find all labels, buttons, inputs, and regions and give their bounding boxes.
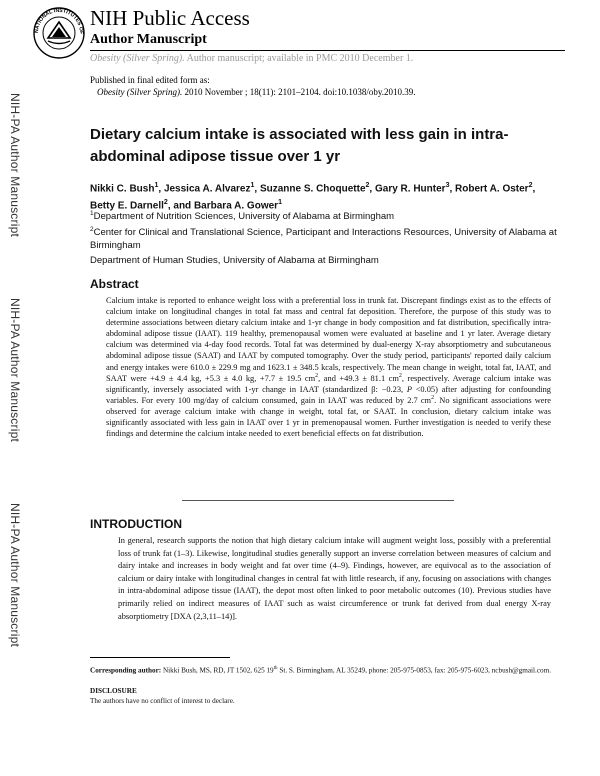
author-name: Barbara A. Gower — [193, 200, 279, 212]
corresponding-author-note: Corresponding author: Nikki Bush, MS, RD, JT 1502, 625 19th St. S. Birmingham, AL 35249, phone: 205-975-0853, fax: 205-975-6023, ncbush@gmail.com. — [90, 666, 552, 675]
abstract-body: Calcium intake is reported to enhance weight loss with a preferential loss in trunk fat. Discrepant findings exist as to the effects of calcium intake on longitudinal changes in total fat mass and central fat deposition. Therefore, the purpose of this study was to determine associations between dietary calcium intake and 1-yr change in body composition and fat distribution, specifically intra-abdominal adipose tissue (IAAT). 119 healthy, premenopausal women were evaluated at baseline and 1 yr later. Average dietary calcium was determined via 4-day food records. Total fat was determined by dual-energy X-ray absorptiometry and subcutaneous abdominal adipose tissue (SAAT) and IAAT by computed tomography. Over the study period, participants' reported daily calcium and energy intakes were 610.0 ± 229.9 mg and 1623.1 ± 348.5 kcals, respectively. The mean change in weight, total fat, IAAT, and SAAT were +4.9 ± 4.4 kg, +5.3 ± 4.0 kg, +7.7 ± 19.5 $cm^2$, and +49.3 ± 81.1 $cm^2$, respectively. Average calcium intake was significantly, inversely associated with 1-yr change in IAAT (standardized β: −0.23, P <0.05) after adjusting for confounding variables. For every 100 mg/day of calcium consumed, gain in IAAT was reduced by 2.7 $cm^2$. No significant associations were observed for average calcium intake with change in weight, total fat, or SAAT. In conclusion, dietary calcium intake was significantly associated with less gain in IAAT over 1 yr in premenopausal women. Further investigation is needed to verify these findings and determine the calcium intake needed to exert beneficial effects on fat distribution. — [106, 296, 551, 439]
disclosure-heading: DISCLOSURE — [90, 687, 137, 695]
note-journal: Obesity (Silver Spring). — [90, 53, 185, 64]
author-name: Nikki C. Bush — [90, 183, 155, 195]
author-name: Robert A. Oster — [455, 183, 529, 195]
author-name: Suzanne S. Choquette — [259, 183, 366, 195]
abstract-divider — [182, 500, 454, 501]
availability-note — [90, 53, 413, 64]
affiliation-2: $^2$Center for Clinical and Translational Science, Participant and Interactions Resources, University of Alabama at Birmingham — [90, 226, 557, 252]
citation-details: 2010 November ; 18(11): 2101–2104. doi:10.1038/oby.2010.39. — [182, 87, 416, 97]
nih-seal-logo — [32, 6, 86, 60]
sidebar-watermark-2: NIH-PA Author Manuscript — [8, 298, 22, 442]
author-list: Nikki C. Bush$^1$, Jessica A. Alvarez$^1$, Suzanne S. Choquette$^2$, Gary R. Hunter$^3$, Robert A. Oster$^2$, Betty E. Darnell$^2$, and Barbara A. Gower$^1$ — [90, 182, 536, 212]
footnote-divider — [90, 657, 230, 658]
nih-public-access-title: NIH Public Access — [90, 6, 250, 30]
affiliation-1: $^1$Department of Nutrition Sciences, University of Alabama at Birmingham — [90, 210, 395, 223]
abstract-heading: Abstract — [90, 277, 139, 291]
header-divider — [90, 50, 565, 51]
article-title: Dietary calcium intake is associated with less gain in intra-abdominal adipose tissue over 1 yr — [90, 126, 509, 165]
disclosure-text: The authors have no conflict of interest to declare. — [90, 697, 235, 705]
published-label: Published in final edited form as: — [90, 75, 210, 85]
citation — [97, 87, 416, 97]
author-name: Gary R. Hunter — [374, 183, 446, 195]
author-manuscript-label: Author Manuscript — [90, 32, 207, 47]
note-availability: Author manuscript; available in PMC 2010 December 1. — [184, 53, 414, 64]
sidebar-watermark-3: NIH-PA Author Manuscript — [8, 503, 22, 647]
affiliation-3: Department of Human Studies, University of Alabama at Birmingham — [90, 255, 379, 266]
author-name: Jessica A. Alvarez — [163, 183, 251, 195]
logo-ring-text: NATIONAL INSTITUTES OF — [33, 7, 85, 35]
introduction-heading: INTRODUCTION — [90, 517, 182, 531]
citation-journal: Obesity (Silver Spring). — [97, 87, 183, 97]
introduction-body: In general, research supports the notion that high dietary calcium intake will augment weight loss, possibly with a preferential loss of trunk fat (1–3). Likewise, longitudinal studies generally support an inverse correlation between measures of calcium and dairy intake and increases in body weight and fat over time (4–9). Findings, however, are equivocal as to the association of calcium or dairy intake with longitudinal changes in central fat with little research, if any, focusing on associations with changes in intra-abdominal adipose tissue (IAAT), the depot most often linked to poor metabolic outcomes (10). Previous studies have primarily relied on indirect measures of IAAT such as waist circumference or trunk fat derived from dual energy X-ray absorptiometry [DXA (2,3,11–14)]. — [118, 536, 551, 621]
author-name: Betty E. Darnell — [90, 200, 164, 212]
sidebar-watermark-1: NIH-PA Author Manuscript — [8, 93, 22, 237]
